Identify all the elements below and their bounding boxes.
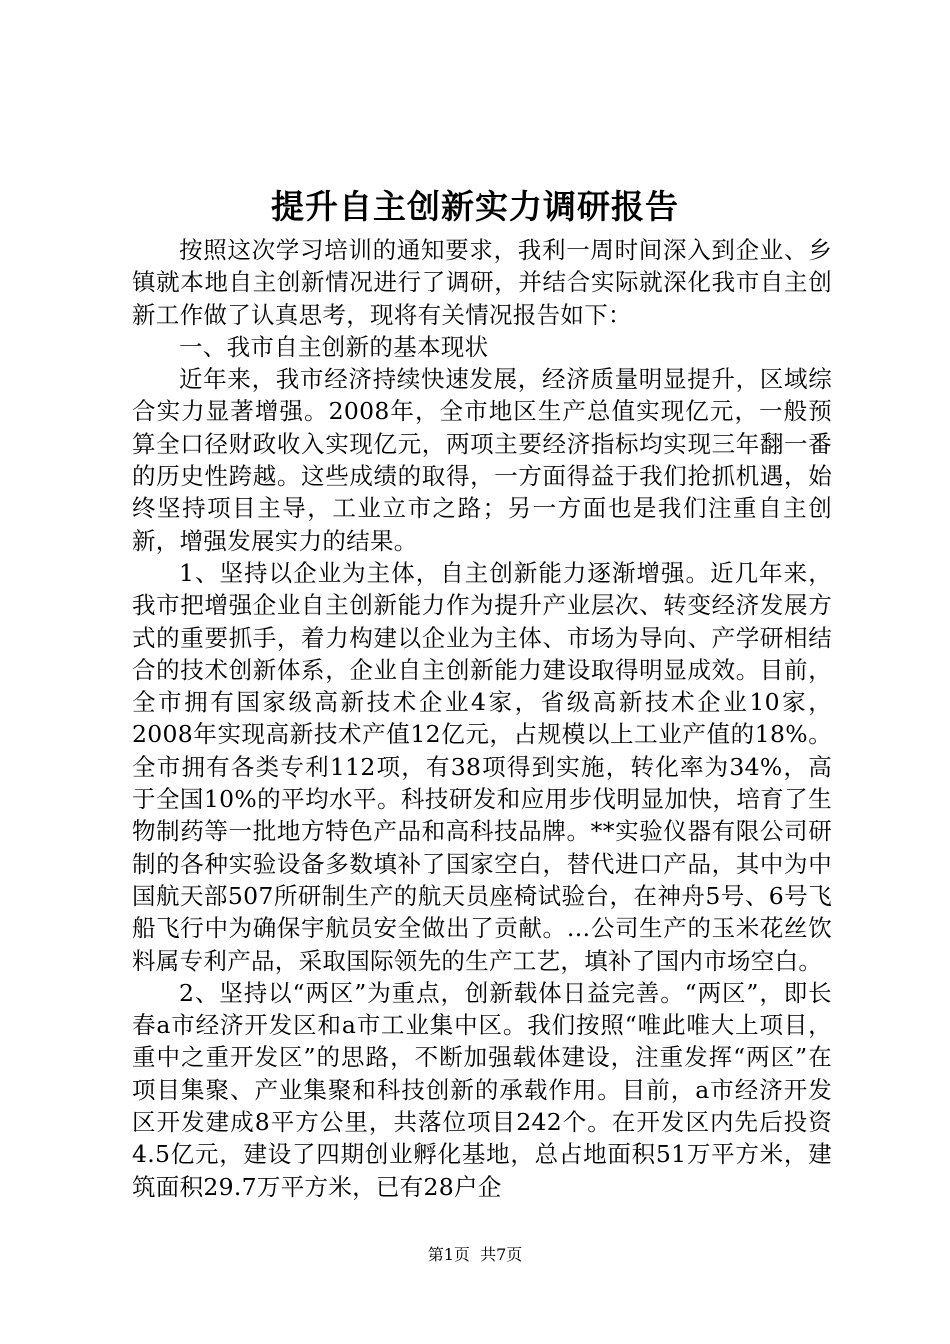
paragraph-point-1: 1、坚持以企业为主体，自主创新能力逐渐增强。近几年来，我市把增强企业自主创新能力作为提升产业层次、转变经济发展方式的重要抓手，着力构建以企业为主体、市场为导向、产学研相结合的技术创新体系，企业自主创新能力建设取得明显成效。目前，全市拥有国家级高新技术企业4家，省级高新技术企业10家，2008年实现高新技术产值12亿元，占规模以上工业产值的18%。全市拥有各类专利112项，有38项得到实施，转化率为34%，高于全国10%的平均水平。科技研发和应用步伐明显加快，培育了生物制药等一批地方特色产品和高科技品牌。**实验仪器有限公司研制的各种实验设备多数填补了国家空白，替代进口产品，其中为中国航天部507所研制生产的航天员座椅试验台，在神舟5号、6号飞船飞行中为确保宇航员安全做出了贡献。…公司生产的玉米花丝饮料属专利产品，采取国际领先的生产工艺，填补了国内市场空白。 (132, 558, 832, 975)
document-title: 提升自主创新实力调研报告 (271, 187, 679, 226)
page-number: 第1页 共7页 (427, 1245, 523, 1264)
paragraph-overview: 近年来，我市经济持续快速发展，经济质量明显提升，区域综合实力显著增强。2008年，全市地区生产总值实现亿元，一般预算全口径财政收入实现亿元，两项主要经济指标均实现三年翻一番的历史性跨越。这些成绩的取得，一方面得益于我们抢抓机遇，始终坚持项目主导，工业立市之路；另一方面也是我们注重自主创新，增强发展实力的结果。 (132, 365, 832, 555)
paragraph-point-2: 2、坚持以“两区”为重点，创新载体日益完善。“两区”，即长春a市经济开发区和a市工业集中区。我们按照“唯此唯大上项目，重中之重开发区”的思路，不断加强载体建设，注重发挥“两区”在项目集聚、产业集聚和科技创新的承载作用。目前，a市经济开发区开发建成8平方公里，共落位项目242个。在开发区内先后投资4.5亿元，建设了四期创业孵化基地，总占地面积51万平方米，建筑面积29.7万平方米，已有28户企 (132, 978, 832, 1201)
paragraph-intro: 按照这次学习培训的通知要求，我利一周时间深入到企业、乡镇就本地自主创新情况进行了调研，并结合实际就深化我市自主创新工作做了认真思考，现将有关情况报告如下： (132, 236, 832, 329)
section-heading: 一、我市自主创新的基本现状 (179, 332, 489, 361)
page-footer (0, 1243, 950, 1267)
document-body (132, 234, 832, 1203)
